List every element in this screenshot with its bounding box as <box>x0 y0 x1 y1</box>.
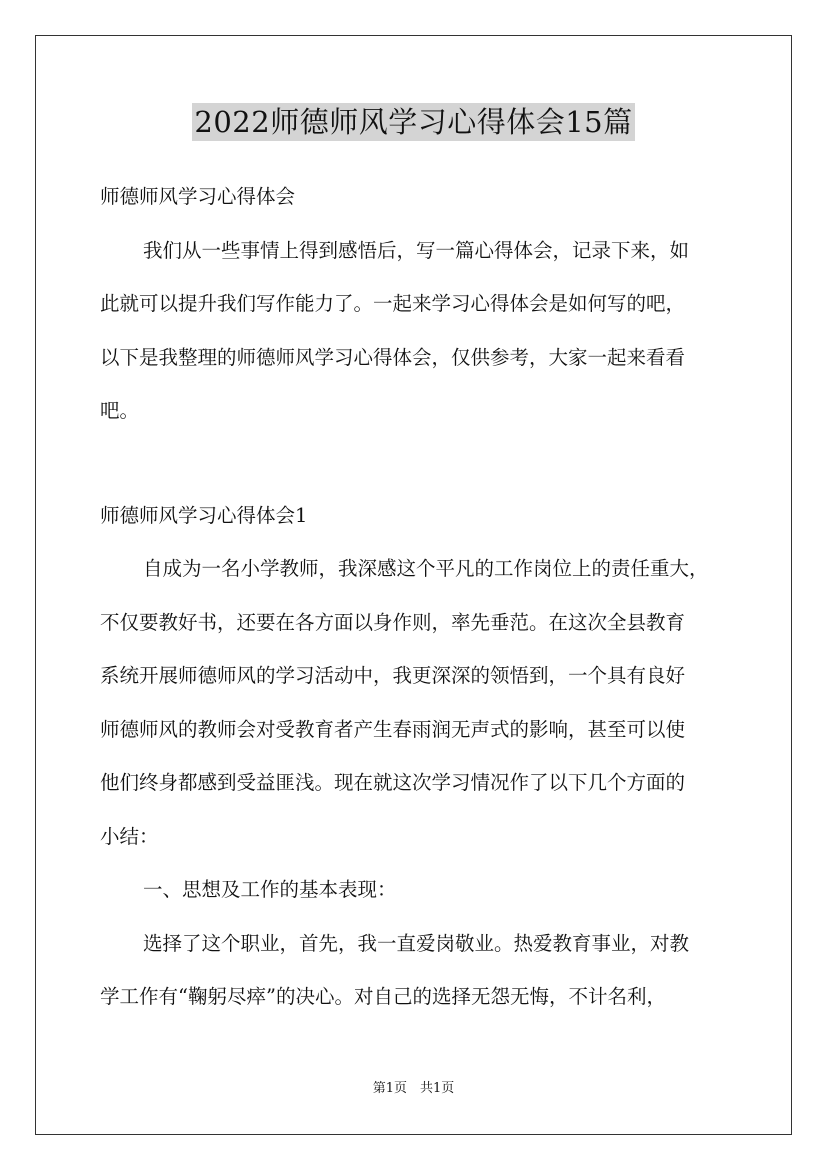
intro-line: 吧。 <box>100 399 140 422</box>
document-body <box>100 170 742 1024</box>
section-line: 系统开展师德师风的学习活动中，我更深深的领悟到，一个具有良好 <box>100 664 686 687</box>
page-number: 第1页 共1页 <box>372 1081 455 1096</box>
section-line: 他们终身都感到受益匪浅。现在就这次学习情况作了以下几个方面的 <box>100 771 686 794</box>
document-title: 2022师德师风学习心得体会15篇 <box>194 105 633 139</box>
paragraph-line: 选择了这个职业，首先，我一直爱岗敬业。热爱教育事业，对教 <box>143 931 690 955</box>
paragraph-line: 学工作有“鞠躬尽瘁”的决心。对自己的选择无怨无悔，不计名利， <box>100 985 666 1008</box>
intro-heading: 师德师风学习心得体会 <box>100 185 296 208</box>
title-container <box>0 103 827 141</box>
intro-line: 我们从一些事情上得到感悟后，写一篇心得体会，记录下来，如 <box>143 238 690 262</box>
section-line: 自成为一名小学教师，我深感这个平凡的工作岗位上的责任重大， <box>143 557 709 580</box>
section-line: 师德师风的教师会对受教育者产生春雨润无声式的影响，甚至可以使 <box>100 717 686 741</box>
section-line: 不仅要教好书，还要在各方面以身作则，率先垂范。在这次全县教育 <box>100 610 686 634</box>
paragraph-gap <box>100 438 742 489</box>
subheading: 一、思想及工作的基本表现： <box>143 878 397 901</box>
intro-line: 此就可以提升我们写作能力了。一起来学习心得体会是如何写的吧， <box>100 292 686 315</box>
section-line: 小结： <box>100 824 159 848</box>
section-heading: 师德师风学习心得体会1 <box>100 503 308 527</box>
intro-line: 以下是我整理的师德师风学习心得体会，仅供参考，大家一起来看看 <box>100 345 686 369</box>
page-footer <box>0 1080 827 1098</box>
